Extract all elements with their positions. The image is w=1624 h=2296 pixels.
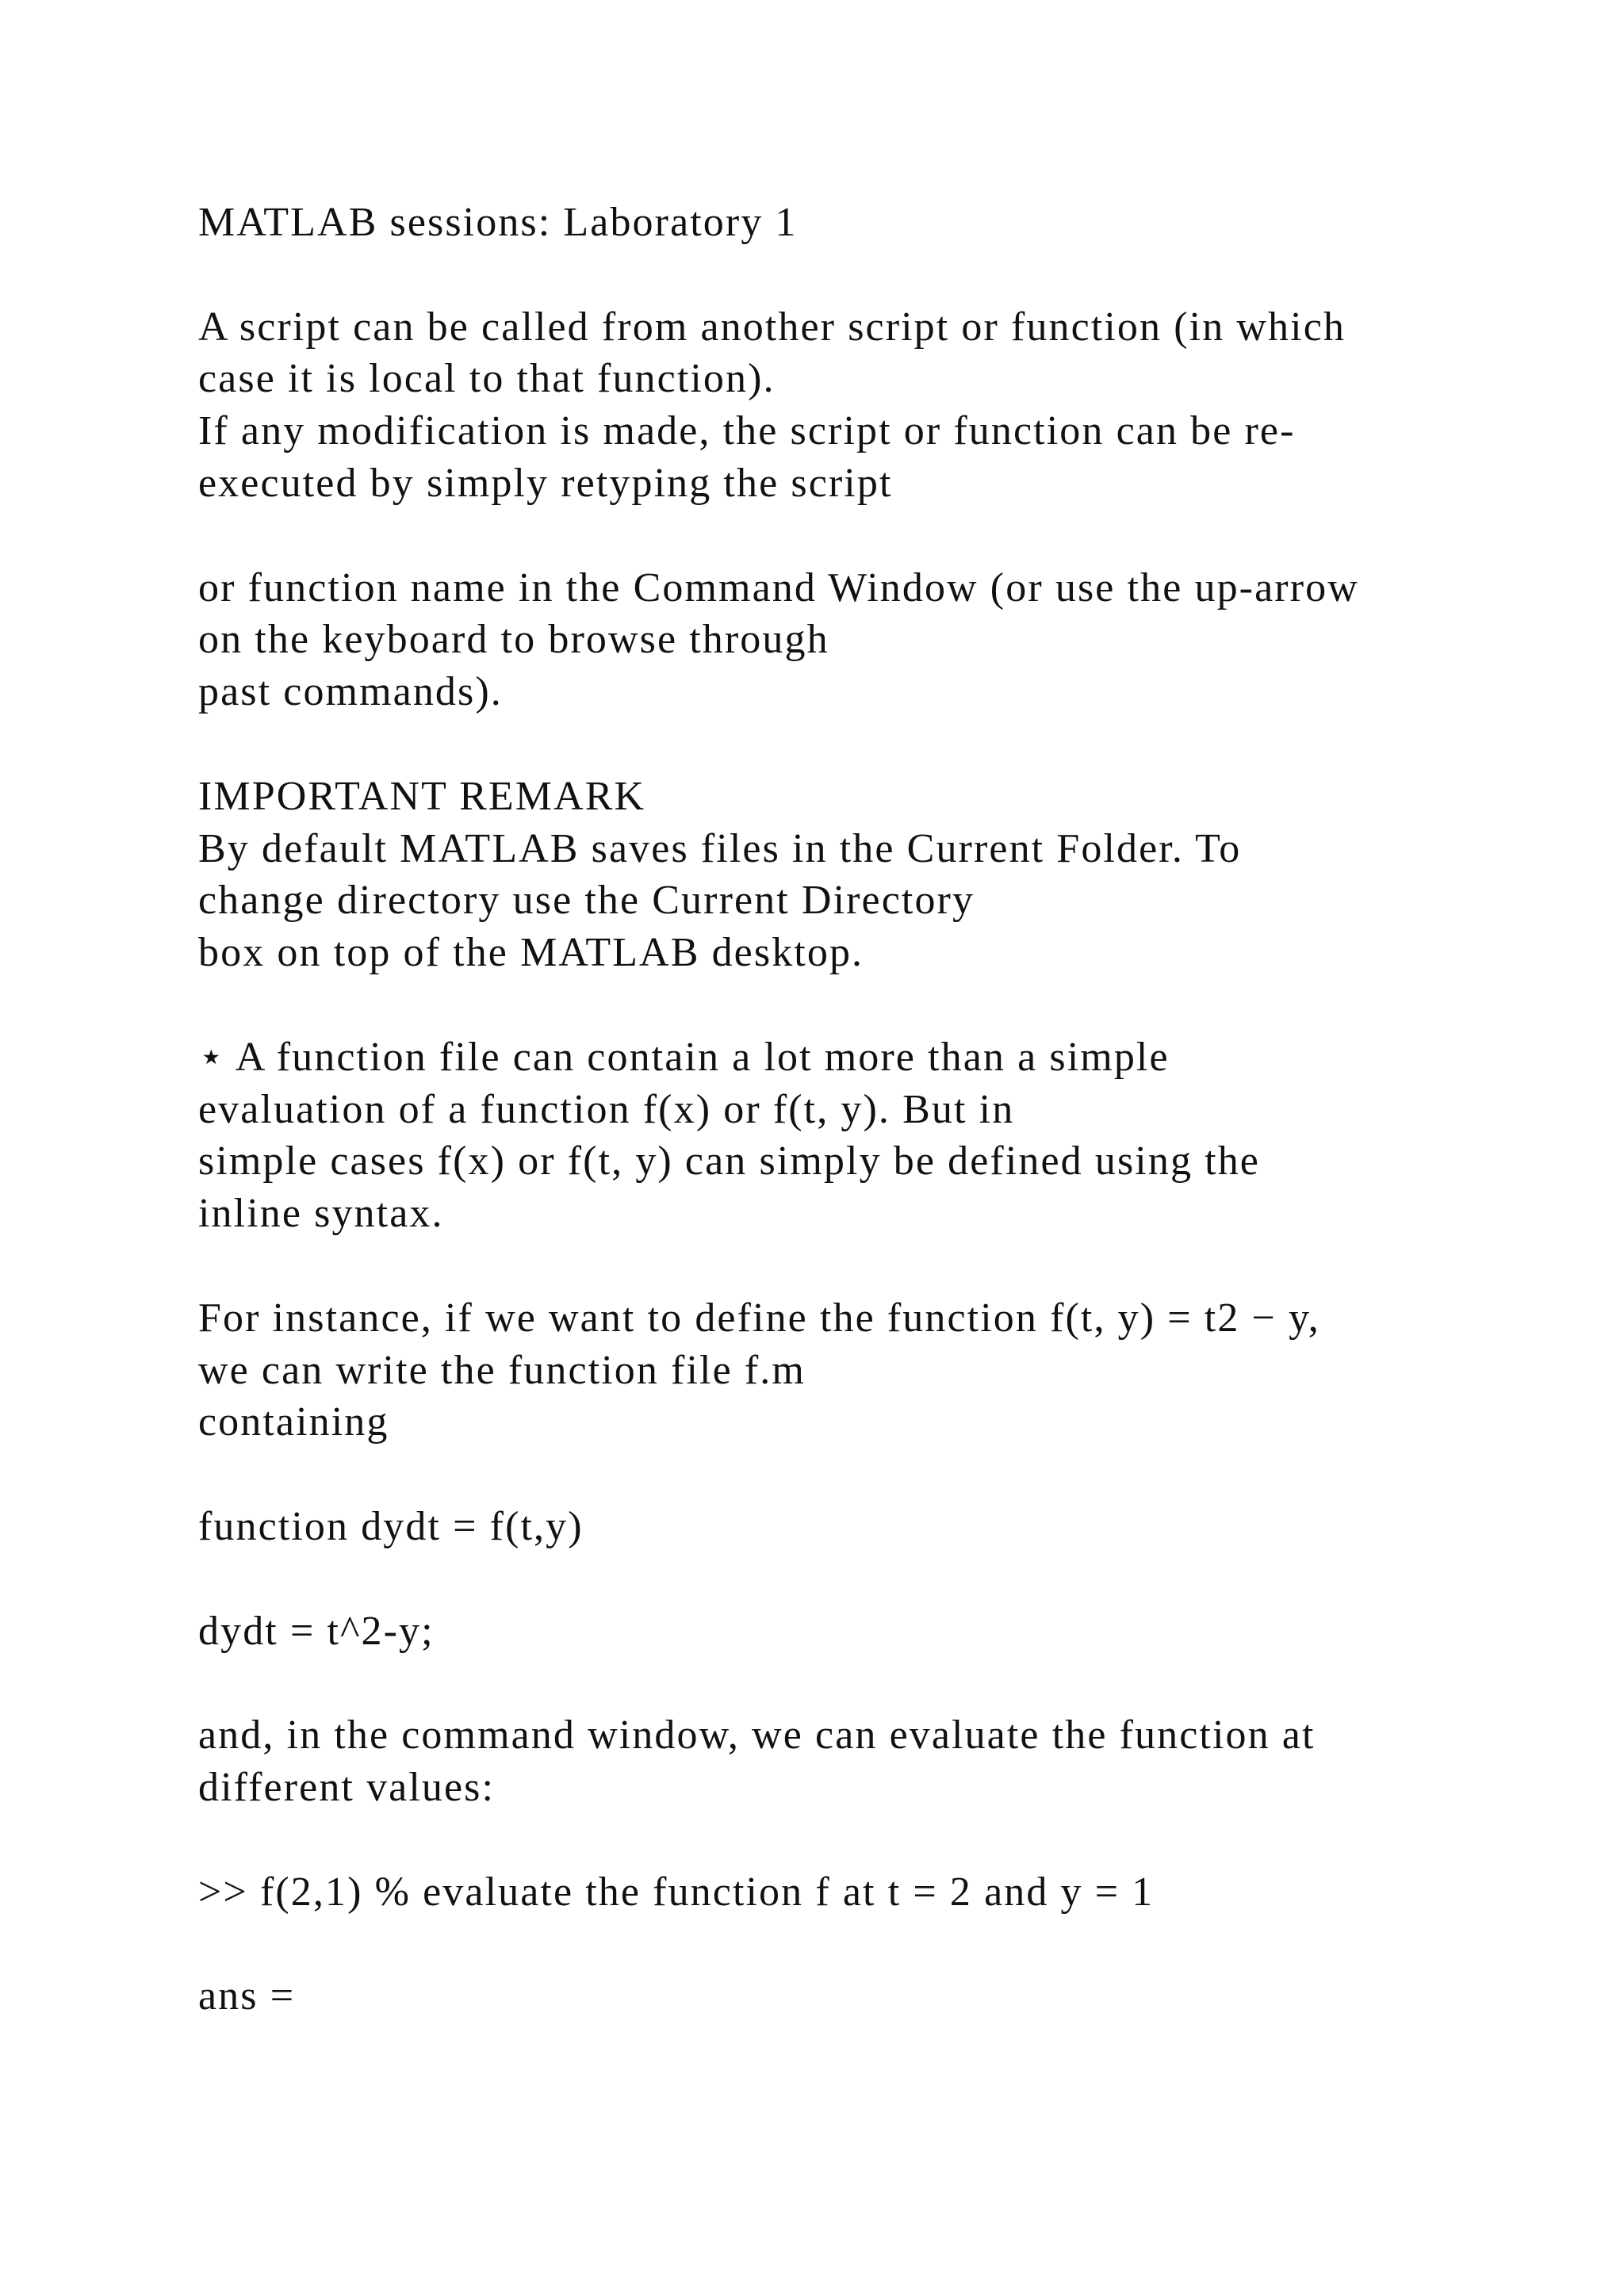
remark-heading: IMPORTANT REMARK: [198, 773, 646, 819]
paragraph-line: or function name in the Command Window (or use the up-arrow: [198, 564, 1359, 610]
paragraph-line: past commands).: [198, 669, 503, 715]
paragraph-line: A script can be called from another script or function (in which: [198, 304, 1346, 350]
paragraph-line: on the keyboard to browse through: [198, 617, 829, 663]
paragraph-line: simple cases f(x) or f(t, y) can simply be defined using the: [198, 1138, 1260, 1184]
paragraph-line: different values:: [198, 1764, 496, 1810]
paragraph-line: and, in the command window, we can evaluate the function at: [198, 1712, 1316, 1758]
remark-line: box on top of the MATLAB desktop.: [198, 930, 864, 976]
command-line: >> f(2,1) % evaluate the function f at t = 2 and y = 1: [198, 1869, 1155, 1915]
paragraph-line: case it is local to that function).: [198, 356, 776, 402]
paragraph-line: we can write the function file f.m: [198, 1347, 806, 1393]
answer-line: ans =: [198, 1973, 296, 2019]
remark-line: change directory use the Current Directory: [198, 878, 975, 924]
code-line: dydt = t^2-y;: [198, 1608, 435, 1654]
document-body: [198, 197, 1515, 2022]
paragraph-line: If any modification is made, the script or function can be re-: [198, 408, 1296, 454]
paragraph-line: executed by simply retyping the script: [198, 460, 893, 506]
remark-line: By default MATLAB saves files in the Current Folder. To: [198, 825, 1242, 871]
page-header: MATLAB sessions: Laboratory 1: [198, 200, 798, 245]
paragraph-line: evaluation of a function f(x) or f(t, y). But in: [198, 1086, 1015, 1132]
code-line: function dydt = f(t,y): [198, 1503, 584, 1549]
paragraph-line: containing: [198, 1399, 389, 1445]
paragraph-line: For instance, if we want to define the function f(t, y) = t2 − y,: [198, 1295, 1320, 1341]
paragraph-line: ⋆ A function file can contain a lot more than a simple: [198, 1034, 1170, 1080]
paragraph-line: inline syntax.: [198, 1191, 444, 1237]
